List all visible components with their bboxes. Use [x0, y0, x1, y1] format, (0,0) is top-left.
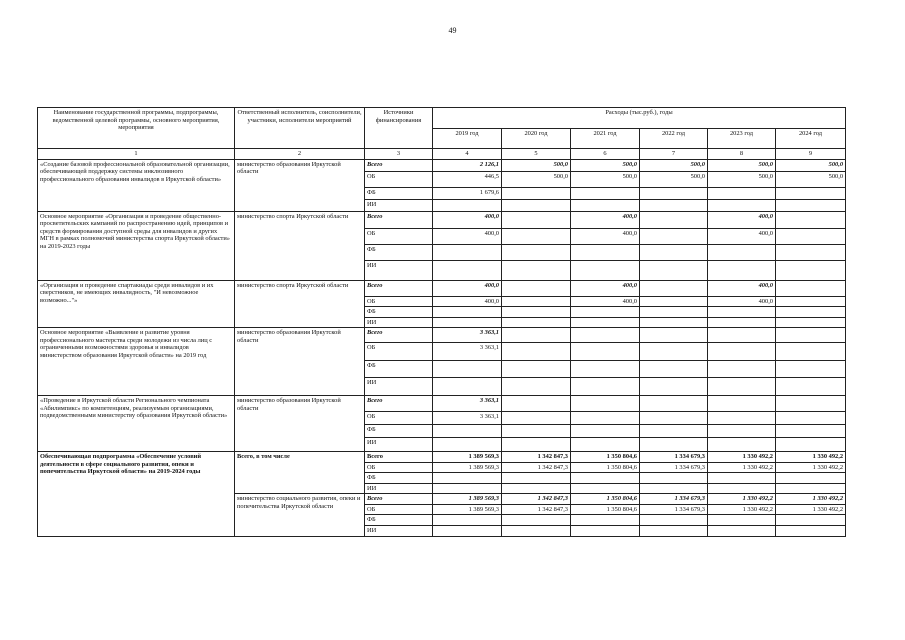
header-year: 2020 год	[502, 129, 571, 149]
executor-cell: министерство образования Иркутской области	[235, 396, 365, 452]
value-cell	[433, 515, 502, 526]
source-cell: ИИ	[365, 317, 433, 328]
source-cell: Всего	[365, 211, 433, 228]
value-cell	[502, 260, 571, 280]
value-cell	[776, 317, 846, 328]
header-year: 2024 год	[776, 129, 846, 149]
column-number: 4	[433, 149, 502, 160]
source-cell: ИИ	[365, 526, 433, 537]
value-cell	[776, 187, 846, 199]
value-cell	[571, 396, 640, 412]
value-cell: 1 350 804,6	[571, 452, 640, 463]
value-cell	[640, 438, 708, 452]
column-numbers-row	[38, 149, 846, 160]
value-cell: 500,0	[571, 171, 640, 187]
value-cell	[640, 187, 708, 199]
executor-cell: Всего, в том числе	[235, 452, 365, 494]
value-cell: 1 342 847,3	[502, 504, 571, 515]
header-year: 2019 год	[433, 129, 502, 149]
value-cell: 3 363,1	[433, 412, 502, 425]
value-cell	[776, 307, 846, 318]
source-cell: Всего	[365, 452, 433, 463]
source-cell: ОБ	[365, 462, 433, 473]
value-cell	[640, 378, 708, 396]
value-cell	[433, 307, 502, 318]
value-cell	[776, 280, 846, 296]
value-cell	[640, 296, 708, 307]
value-cell	[776, 211, 846, 228]
value-cell	[776, 328, 846, 343]
value-cell	[640, 228, 708, 244]
source-cell: ОБ	[365, 504, 433, 515]
value-cell	[502, 396, 571, 412]
table-row	[38, 159, 846, 171]
value-cell	[708, 515, 776, 526]
value-cell: 1 334 679,3	[640, 494, 708, 505]
value-cell: 1 330 492,2	[776, 462, 846, 473]
value-cell: 1 330 492,2	[776, 494, 846, 505]
value-cell	[502, 307, 571, 318]
value-cell	[708, 425, 776, 438]
value-cell	[640, 317, 708, 328]
header-expenses: Расходы (тыс.руб.), годы	[433, 108, 846, 129]
source-cell: ИИ	[365, 378, 433, 396]
executor-cell: министерство образования Иркутской области	[235, 159, 365, 211]
source-cell: ФБ	[365, 307, 433, 318]
value-cell: 1 342 847,3	[502, 452, 571, 463]
value-cell	[776, 412, 846, 425]
source-cell: ОБ	[365, 412, 433, 425]
value-cell	[776, 425, 846, 438]
value-cell	[502, 317, 571, 328]
subprogram-name-cell: Обеспечивающая подпрограмма «Обеспечение условий деятельности в сфере социального развития, опеки и попечительства Иркутской области» на 2019-2024 годы	[38, 452, 235, 536]
column-number: 7	[640, 149, 708, 160]
header-source: Источники финансирования	[365, 108, 433, 149]
value-cell	[708, 307, 776, 318]
value-cell	[640, 361, 708, 378]
table-row	[38, 396, 846, 412]
executor-cell: министерство образования Иркутской области	[235, 328, 365, 396]
value-cell	[708, 199, 776, 211]
source-cell: Всего	[365, 494, 433, 505]
value-cell: 446,5	[433, 171, 502, 187]
value-cell	[433, 260, 502, 280]
value-cell	[708, 483, 776, 494]
value-cell	[502, 378, 571, 396]
table-row	[38, 280, 846, 296]
value-cell	[502, 199, 571, 211]
value-cell	[640, 260, 708, 280]
value-cell: 1 350 804,6	[571, 494, 640, 505]
executor-cell: министерство социального развития, опеки и попечительства Иркутской области	[235, 494, 365, 536]
value-cell	[640, 515, 708, 526]
source-cell: ОБ	[365, 228, 433, 244]
value-cell: 400,0	[708, 296, 776, 307]
value-cell	[571, 328, 640, 343]
value-cell	[776, 515, 846, 526]
value-cell	[708, 244, 776, 260]
value-cell: 500,0	[571, 159, 640, 171]
value-cell	[502, 438, 571, 452]
table-row	[38, 211, 846, 228]
value-cell: 400,0	[433, 280, 502, 296]
value-cell	[708, 526, 776, 537]
page-number: 49	[448, 26, 457, 35]
value-cell	[640, 412, 708, 425]
value-cell	[640, 244, 708, 260]
value-cell: 1 330 492,2	[708, 504, 776, 515]
value-cell: 3 363,1	[433, 343, 502, 361]
value-cell	[502, 244, 571, 260]
value-cell: 400,0	[708, 228, 776, 244]
value-cell: 500,0	[708, 159, 776, 171]
value-cell	[708, 187, 776, 199]
value-cell	[502, 425, 571, 438]
value-cell	[776, 361, 846, 378]
value-cell	[433, 473, 502, 484]
table-body	[38, 159, 846, 536]
value-cell	[433, 526, 502, 537]
value-cell: 500,0	[776, 159, 846, 171]
value-cell	[571, 378, 640, 396]
column-number: 3	[365, 149, 433, 160]
value-cell	[433, 378, 502, 396]
value-cell: 400,0	[571, 228, 640, 244]
value-cell	[776, 378, 846, 396]
header-year: 2021 год	[571, 129, 640, 149]
value-cell: 500,0	[640, 159, 708, 171]
value-cell	[640, 396, 708, 412]
subprogram-row	[38, 452, 846, 463]
value-cell	[640, 425, 708, 438]
value-cell	[708, 438, 776, 452]
value-cell: 400,0	[571, 280, 640, 296]
value-cell	[640, 307, 708, 318]
value-cell	[502, 483, 571, 494]
value-cell	[502, 280, 571, 296]
value-cell: 500,0	[640, 171, 708, 187]
column-number: 5	[502, 149, 571, 160]
value-cell	[571, 361, 640, 378]
value-cell	[640, 211, 708, 228]
value-cell	[776, 244, 846, 260]
value-cell	[571, 307, 640, 318]
header-year: 2023 год	[708, 129, 776, 149]
source-cell: ИИ	[365, 199, 433, 211]
value-cell	[502, 361, 571, 378]
value-cell	[502, 343, 571, 361]
value-cell	[708, 473, 776, 484]
value-cell	[640, 328, 708, 343]
value-cell	[640, 483, 708, 494]
value-cell: 1 330 492,2	[708, 494, 776, 505]
header-year: 2022 год	[640, 129, 708, 149]
source-cell: ИИ	[365, 483, 433, 494]
header-executor: Ответственный исполнитель, соисполнители, участники, исполнители мероприятий	[235, 108, 365, 149]
value-cell	[776, 228, 846, 244]
source-cell: ФБ	[365, 515, 433, 526]
value-cell: 1 334 679,3	[640, 504, 708, 515]
value-cell	[502, 515, 571, 526]
value-cell: 500,0	[776, 171, 846, 187]
value-cell	[776, 260, 846, 280]
value-cell	[708, 396, 776, 412]
value-cell: 1 679,6	[433, 187, 502, 199]
header-row	[38, 108, 846, 129]
value-cell	[433, 199, 502, 211]
value-cell	[776, 438, 846, 452]
value-cell	[571, 187, 640, 199]
executor-cell: министерство спорта Иркутской области	[235, 280, 365, 328]
value-cell	[502, 228, 571, 244]
column-number: 1	[38, 149, 235, 160]
header-name: Наименование государственной программы, подпрограммы, ведомственной целевой программы, основного мероприятия, мероприятия	[38, 108, 235, 149]
column-number: 8	[708, 149, 776, 160]
value-cell	[502, 211, 571, 228]
value-cell	[708, 378, 776, 396]
value-cell: 1 342 847,3	[502, 462, 571, 473]
value-cell: 1 389 569,3	[433, 462, 502, 473]
program-name-cell: «Проведение в Иркутской области Регионального чемпионата «Абилимпикс» по компетенциям, реализуемым организациями, подведомственными министерству образования Иркутской области»	[38, 396, 235, 452]
value-cell	[571, 438, 640, 452]
value-cell: 500,0	[708, 171, 776, 187]
column-number: 2	[235, 149, 365, 160]
value-cell: 1 330 492,2	[708, 452, 776, 463]
value-cell	[433, 425, 502, 438]
program-name-cell: Основное мероприятие «Выявление и развитие уровня профессионального мастерства среди молодежи из числа лиц с ограниченными возможностями здоровья и инвалидов министерством образования Иркутской области» на 2019 год	[38, 328, 235, 396]
value-cell: 1 334 679,3	[640, 462, 708, 473]
column-number: 9	[776, 149, 846, 160]
value-cell	[776, 199, 846, 211]
value-cell	[776, 473, 846, 484]
value-cell: 1 342 847,3	[502, 494, 571, 505]
value-cell	[776, 483, 846, 494]
value-cell	[776, 526, 846, 537]
value-cell	[571, 317, 640, 328]
value-cell	[433, 244, 502, 260]
table-row	[38, 328, 846, 343]
value-cell: 500,0	[502, 159, 571, 171]
program-name-cell: «Создание базовой профессиональной образовательной организации, обеспечивающей поддержку системы инклюзивного профессионального образования инвалидов в Иркутской области»	[38, 159, 235, 211]
value-cell	[502, 412, 571, 425]
value-cell: 400,0	[433, 228, 502, 244]
source-cell: Всего	[365, 328, 433, 343]
value-cell	[571, 526, 640, 537]
value-cell	[640, 343, 708, 361]
source-cell: ОБ	[365, 343, 433, 361]
source-cell: ОБ	[365, 171, 433, 187]
value-cell: 400,0	[433, 296, 502, 307]
value-cell	[571, 412, 640, 425]
value-cell: 500,0	[502, 171, 571, 187]
value-cell	[433, 438, 502, 452]
source-cell: ФБ	[365, 244, 433, 260]
executor-cell: министерство спорта Иркутской области	[235, 211, 365, 280]
source-cell: ФБ	[365, 361, 433, 378]
source-cell: Всего	[365, 396, 433, 412]
value-cell	[433, 317, 502, 328]
value-cell	[708, 317, 776, 328]
value-cell	[640, 199, 708, 211]
value-cell	[571, 244, 640, 260]
value-cell	[571, 473, 640, 484]
value-cell: 2 126,1	[433, 159, 502, 171]
value-cell: 1 330 492,2	[708, 462, 776, 473]
source-cell: Всего	[365, 280, 433, 296]
value-cell	[502, 473, 571, 484]
value-cell	[571, 260, 640, 280]
value-cell: 400,0	[708, 280, 776, 296]
source-cell: ОБ	[365, 296, 433, 307]
source-cell: ФБ	[365, 425, 433, 438]
value-cell	[708, 361, 776, 378]
source-cell: ИИ	[365, 260, 433, 280]
value-cell	[640, 280, 708, 296]
value-cell	[571, 425, 640, 438]
value-cell	[571, 483, 640, 494]
value-cell: 3 363,1	[433, 396, 502, 412]
value-cell	[502, 328, 571, 343]
value-cell	[571, 199, 640, 211]
value-cell	[640, 473, 708, 484]
program-name-cell: «Организация и проведение спартакиады среди инвалидов и их сверстников, не имеющих инвалидность, "И невозможное возможно..."»	[38, 280, 235, 328]
source-cell: ИИ	[365, 438, 433, 452]
value-cell	[708, 343, 776, 361]
source-cell: ФБ	[365, 473, 433, 484]
value-cell	[776, 396, 846, 412]
value-cell: 1 389 569,3	[433, 504, 502, 515]
value-cell: 1 389 569,3	[433, 494, 502, 505]
value-cell	[502, 526, 571, 537]
value-cell: 1 334 679,3	[640, 452, 708, 463]
value-cell	[640, 526, 708, 537]
program-name-cell: Основное мероприятие «Организация и проведение общественно-просветительских кампаний по распространению идей, принципов и средств формирования доступной среды для инвалидов и других МГН в рамках полномочий министерства спорта Иркутской области» на 2019-2023 годы	[38, 211, 235, 280]
value-cell: 1 330 492,2	[776, 504, 846, 515]
value-cell: 400,0	[708, 211, 776, 228]
value-cell: 400,0	[571, 296, 640, 307]
value-cell	[708, 412, 776, 425]
expenses-table	[37, 107, 846, 537]
value-cell: 1 350 804,6	[571, 504, 640, 515]
value-cell: 400,0	[571, 211, 640, 228]
value-cell	[776, 296, 846, 307]
value-cell	[502, 296, 571, 307]
value-cell	[433, 361, 502, 378]
value-cell: 400,0	[433, 211, 502, 228]
source-cell: Всего	[365, 159, 433, 171]
value-cell	[708, 328, 776, 343]
value-cell	[571, 343, 640, 361]
value-cell	[433, 483, 502, 494]
value-cell: 1 330 492,2	[776, 452, 846, 463]
column-number: 6	[571, 149, 640, 160]
value-cell: 1 389 569,3	[433, 452, 502, 463]
value-cell	[502, 187, 571, 199]
value-cell: 3 363,1	[433, 328, 502, 343]
value-cell	[571, 515, 640, 526]
source-cell: ФБ	[365, 187, 433, 199]
value-cell	[776, 343, 846, 361]
value-cell: 1 350 804,6	[571, 462, 640, 473]
value-cell	[708, 260, 776, 280]
